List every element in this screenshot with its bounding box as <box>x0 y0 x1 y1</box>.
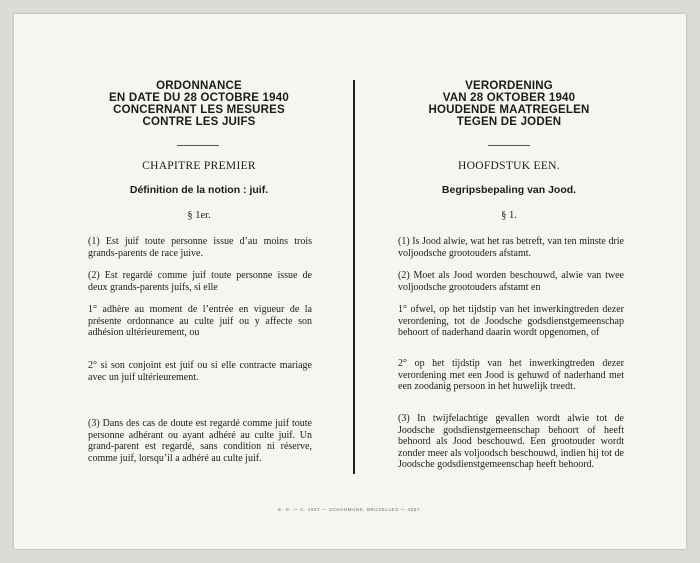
dutch-paragraph-2: (2) Moet als Jood worden beschouwd, alwie van twee voljoodsche grootouders afstamt en <box>398 270 624 293</box>
dutch-paragraph-1: (1) Is Jood alwie, wat het ras betreft, van ten minste drie voljoodsche grootouders afstamt. <box>398 236 624 259</box>
dutch-title <box>389 80 629 128</box>
french-subheading: Définition de la notion : juif. <box>129 184 269 196</box>
french-title-rule <box>177 145 219 146</box>
document-page <box>14 14 686 549</box>
french-paragraph-2: (2) Est regardé comme juif toute personne issue de deux grands-parents juifs, si elle <box>88 270 312 293</box>
french-paragraph-4: 2° si son conjoint est juif ou si elle contracte mariage avec un juif ultérieurement. <box>88 360 312 383</box>
dutch-title-line: HOUDENDE MAATREGELEN <box>428 104 590 116</box>
column-divider <box>353 80 355 474</box>
french-title-line: CONTRE LES JUIFS <box>142 116 256 128</box>
printer-imprint: E. G. — C. 1927 — SCHAUMANS, BRUXELLES — 4057. <box>278 507 422 512</box>
french-title-line: EN DATE DU 28 OCTOBRE 1940 <box>109 92 289 104</box>
french-paragraph-3: 1° adhère au moment de l’entrée en vigueur de la présente ordonnance au culte juif ou y affecte son adhésion ultérieurement, ou <box>88 304 312 339</box>
dutch-paragraph-3: 1° ofwel, op het tijdstip van het inwerkingtreden dezer verordening, tot de Joodsche godsdienstgemeenschap behoort of naderhand daarin wordt opgenomen, of <box>398 304 624 339</box>
dutch-paragraph-4: 2° op het tijdstip van het inwerkingtreden dezer verordening met een Jood is gehuwd of naderhand met een zoodanig persoon in het huwelijk treedt. <box>398 358 624 393</box>
dutch-section: § 1. <box>501 210 517 221</box>
dutch-title-line: VERORDENING <box>465 80 553 92</box>
french-title <box>79 80 319 128</box>
french-title-line: CONCERNANT LES MESURES <box>113 104 285 116</box>
dutch-chapter: HOOFDSTUK EEN. <box>458 160 560 172</box>
french-chapter: CHAPITRE PREMIER <box>142 160 256 172</box>
dutch-subheading: Begripsbepaling van Jood. <box>441 184 577 196</box>
french-paragraph-1: (1) Est juif toute personne issue d’au moins trois grands-parents de race juive. <box>88 236 312 259</box>
dutch-title-line: TEGEN DE JODEN <box>456 116 562 128</box>
french-paragraph-5: (3) Dans des cas de doute est regardé comme juif toute personne adhérant ou ayant adhéré au culte juif. Un grand-parent est regardé, sans condition ni réserve, comme juif, lorsqu’il a adhéré au culte juif. <box>88 418 312 464</box>
french-title-line: ORDONNANCE <box>156 80 242 92</box>
dutch-title-line: VAN 28 OKTOBER 1940 <box>442 92 576 104</box>
french-section: § 1er. <box>187 210 211 221</box>
dutch-paragraph-5: (3) In twijfelachtige gevallen wordt alwie tot de Joodsche godsdienstgemeenschap behoort of heeft behoord als Jood beschouwd. Een grootouder wordt zonder meer als voljoodsch beschouwd, indien hij tot de Joodsche godsdienstgemeenschap heeft behoord. <box>398 413 624 471</box>
dutch-title-rule <box>488 145 530 146</box>
